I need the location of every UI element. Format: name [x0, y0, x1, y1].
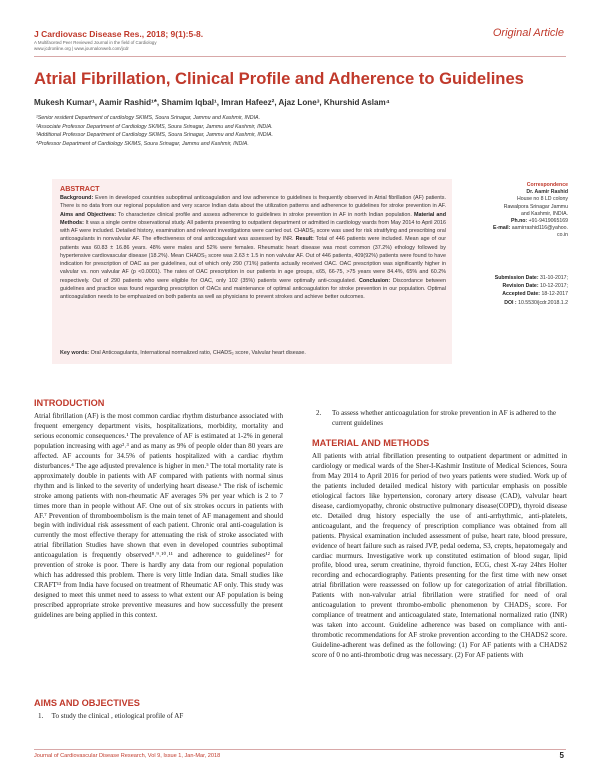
revision-value: 10-12-2017;: [540, 283, 568, 290]
aims-item-1: [34, 712, 283, 722]
doi-value[interactable]: 10.5530/jcdr.2018.1.2: [518, 299, 568, 306]
journal-tagline-1: A Multifaceted Peer Reviewed Journal in the field of Cardiology: [34, 40, 157, 45]
article-type-label: Original Article: [492, 27, 564, 39]
submission-value: 31-10-2017;: [540, 275, 568, 281]
revision-date: [456, 282, 568, 290]
article-title: Atrial Fibrillation, Clinical Profile and Adherence to Guidelines: [34, 69, 524, 88]
affiliations: [36, 114, 273, 148]
affiliation-1: ¹Senior resident Department of cardiology SKIMS, Soura Srinagar, Jammu and Kashmir, INDIA.: [36, 115, 261, 121]
keywords-label: Key words:: [60, 350, 90, 356]
affiliation-3: ³Additional Professor Department of Cardiology SKIMS, Soura Srinagar, Jammu and Kashmir, INDIA.: [36, 132, 273, 139]
aims-heading: AIMS AND OBJECTIVES: [34, 698, 140, 708]
aims-text: To characterize clinical profile and assess adherence to guidelines in stroke prevention in AF in north Indian population.: [118, 211, 412, 218]
methods-text: It was a single centre observational study. All patients presenting to outpatient department or admitted in cardiology wards from May 2014 to April 2016 with AF were included. Detailed history, examination and relevant investigations were carried out. CHADS₂ score was used for risk stratifying and prescribing oral anticoagulants in nonvalvular AF. The effectiveness of oral anticoagulant was assessed by INR.: [60, 219, 446, 243]
methods-heading: MATERIAL AND METHODS: [312, 438, 430, 448]
accepted-date: [456, 290, 568, 298]
affiliation-4: ⁴Professor Department of Cardiology SKIMS, Soura Srinagar, Jammu and Kashmir, INDIA.: [36, 140, 249, 147]
email-label: E-mail:: [493, 225, 511, 232]
abstract-body: [60, 194, 446, 301]
journal-tagline: [34, 40, 157, 51]
journal-citation: J Cardiovasc Disease Res., 2018; 9(1):5-8.: [34, 29, 204, 39]
journal-website[interactable]: www.jcdronline.org | www.journalonweb.com/jcdr: [34, 45, 129, 51]
aims-item-2-number: 2.: [316, 409, 322, 417]
keywords: [60, 350, 446, 356]
introduction-text: Atrial fibrillation (AF) is the most common cardiac rhythm disturbance associated with frequent emergency department visits, hospitalizations, morbidity, mortality and serious economic consequences.¹ The prevalence of AF is estimated at 1-2% in general population increasing with age²˒³ and as many as 9% of people older than 80 years are affected. AF accounts for 34.5% of patients hospitalized with a cardiac rhythm disturbances.⁴ The age adjusted prevalence is higher in men.⁵ The total mortality rate is approximately double in patients with AF compared with patients with normal sinus rhythm and is linked to the severity of underlying heart disease.⁶ The risk of ischemic stroke among patients with non-rheumatic AF averages 5% per year which is 2 to 7 times more than in people without AF. One out of six strokes occurs in patients with AF.⁷ Prevention of thromboembolism is the main tenet of AF management and should begin with individual risk assessment of each patient. Chronic oral anti-coagulation is currently the most effective therapy for attenuating the risk of stroke associated with atrial fibrillation Studies have shown that even in developed countries suboptimal anticoagulation is frequently observed⁸˒⁹˒¹⁰˒¹¹ and adherence to guidelines¹² for prevention of stroke is poor. There is hardly any data from our regional population which has addressed this problem. There is very little Indian data. Small studies like CRAFT¹³ from India have focused on treatment of Rheumatic AF only. This study was designed to meet this unmet need to assess to what extent our AF population is being prescribed appropriate stroke preventive measures and how successfully the present guidelines are being applied in this context.: [34, 412, 283, 620]
accepted-label: Accepted Date:: [502, 291, 540, 298]
doi-label: DOI :: [504, 299, 517, 306]
doi: [456, 299, 568, 307]
article-history: [456, 274, 568, 307]
result-label: Result:: [295, 236, 314, 243]
correspondence-block: [456, 182, 568, 240]
email-value[interactable]: aamirrashid116@yahoo.: [511, 225, 568, 232]
phone-label: Ph.no:: [511, 218, 528, 225]
aims-item-1-text: To study the clinical , etiological profile of AF: [51, 712, 184, 720]
author-list: Mukesh Kumar¹, Aamir Rashid¹*, Shamim Iqbal¹, Imran Hafeez², Ajaz Lone³, Khurshid Aslam⁴: [34, 98, 390, 107]
footer-journal: Journal of Cardiovascular Disease Research, Vol 9, Issue 1, Jan-Mar, 2018: [34, 753, 221, 759]
conclusion-text: Discordance between guidelines and practice was found regarding prescription of OACs and maintenance of optimal anticoagulation for stroke prevention in our population. Optimal anticoagulation needs to be emphasized on both patients as well as physicians to prevent strokes and achieve better outcomes.: [60, 277, 447, 300]
correspondence-email-cont[interactable]: co.in: [557, 232, 568, 239]
aims-item-1-number: 1.: [38, 712, 44, 720]
phone-value: +91-9419065169: [528, 218, 568, 225]
abstract-heading: ABSTRACT: [60, 184, 100, 193]
page-number: 5: [559, 751, 564, 760]
affiliation-2: ²Associate Professor Department of Cardiology SKIMS, Soura Srinagar, Jammu and Kashmir, INDIA.: [36, 123, 273, 130]
accepted-value: 18-12-2017: [541, 291, 568, 298]
aims-item-2: [312, 409, 567, 429]
aims-label: Aims and Objectives:: [60, 211, 117, 218]
introduction-heading: INTRODUCTION: [34, 398, 105, 408]
correspondence-email: [456, 225, 568, 232]
aims-item-2-text: To assess whether anticoagulation for stroke prevention in AF is adhered to the current guidelines: [332, 409, 557, 427]
conclusion-label: Conclusion:: [358, 277, 391, 284]
keywords-text: Oral Anticoagulants, International normalized ratio, CHADS₂ score, Valvular heart disease.: [90, 350, 306, 356]
result-text: Total of 446 patients were included. Mean age of our patients was 60.83 ± 16.86 years. 48% were males and 52% were females. Rheumatic heart disease was most common (37.2%) ethology followed by hypertensive cardiovascular disease (18.2%). Mean CHADS₂ score was 2.63 ± 1.5 in non valvular AF. Out of 446 patients, 409(92%) patients were found to have indication for prescription of OAC as per guidelines, out of which only 290 (71%) patients actually received OAC. OAC prescription was significantly higher in valvular vs. non valvular AF (p <0.0001). The rates of OAC prescription in our patients in age groups, ≤65, 66-75, >75 years were 84.4%, 65% and 60.2% respectively. Out of 290 patients who were eligible for OAC, only 102 (35%) patients were optimally anti-coagulated.: [60, 236, 446, 284]
correspondence-address-2: Rawalpora Srinagar Jammu: [503, 203, 568, 210]
footer-divider: [34, 749, 566, 750]
correspondence-name: Dr. Aamir Rashid: [526, 189, 568, 196]
correspondence-address-1: House no 8 LD colony: [516, 196, 568, 203]
submission-label: Submission Date:: [494, 275, 539, 281]
correspondence-heading: Correspondence: [526, 182, 568, 188]
background-label: Background:: [60, 195, 94, 201]
correspondence-phone: [456, 218, 568, 225]
correspondence-address-3: and Kashmir, INDIA.: [521, 210, 568, 217]
header-divider: [34, 56, 566, 57]
background-text: Even in developed countries suboptimal anticoagulation and low adherence to guidelines is frequently observed in Atrial fibrillation (AF) patients. There is no data from our regional population and very scarce Indian data about the utilization patterns and adherence to guidelines for stroke prevention in AF.: [60, 195, 446, 210]
revision-label: Revision Date:: [502, 283, 539, 290]
methods-text-body: All patients with atrial fibrillation presenting to outpatient department or admitted in cardiology or medical wards of the Sher-I-Kashmir Institute of Medical Sciences, Soura from May 2014 to April 2016 for period of two years patients were studied. Work up of the patients included detailed medical history with particular emphasis on possible etiological factors like hypertension, coronary artery disease (CAD), valvular heart disease, cardiomyopathy, chronic obstructive pulmonary disease(COPD), thyroid disease etc. Detailed drug history especially the use of anti-arrhythmic, anti-platelets, anticoagulant, and the frequency of prescription compliance was obtained from all patients. Physical examination included assessment of pulse, heart rate, blood pressure, evidence of heart failure such as raised JVP, pedal oedema, S3, crepts, hepatomegaly and cardiac murmurs. Investigative work up constituted estimation of blood sugar, lipid profile, blood urea, serum creatinine, thyroid function, ECG, chest X-ray 24hrs Holter recording and echocardiography. Patients presenting for the first time with new onset atrial fibrillation were reassessed on follow up for categorization of atrial fibrillation. Patients with non-valvular atrial fibrillation were stratified for need of oral anticoagulation to prevent thrombo-embolic phenomenon by CHADS₂ score. For compliance of treatment and anticoagulated state, International normalized ratio (INR) was taken into account. Guideline adherence was based on compliance with anti-thrombotic recommendations for AF stroke prevention according to the CHADS2 score. Guideline-adherent was defined as the following: (1) For AF patients with a CHADS2 score of 0 no anti-thrombotic drug was necessary. (2) For AF patients with: [312, 452, 567, 660]
submission-date: [456, 274, 568, 282]
methods-label: Material and Methods:: [60, 211, 446, 226]
